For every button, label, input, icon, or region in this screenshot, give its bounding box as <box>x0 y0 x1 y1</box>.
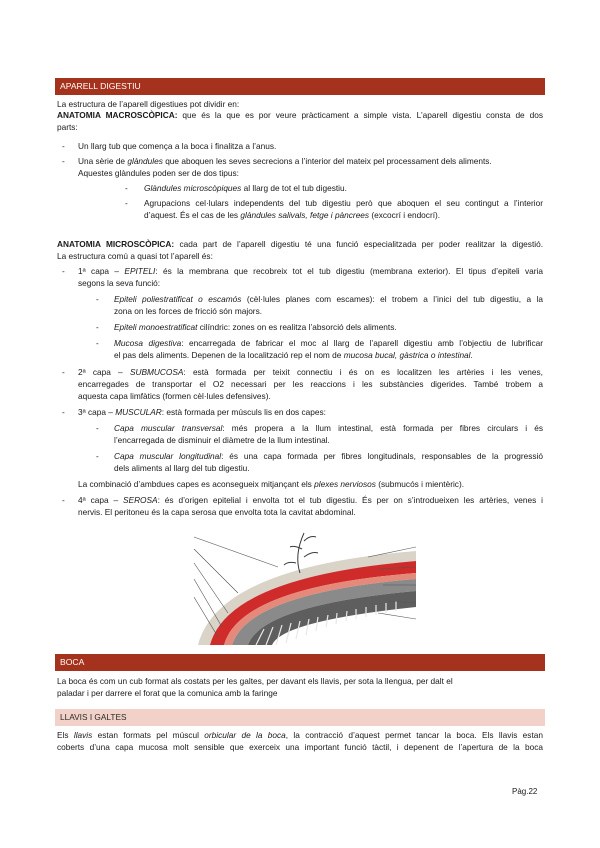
muscular-1-cont: l’encarregada de disminuir el diàmetre de la llum intestinal. <box>114 435 330 445</box>
layer-3: 3ª capa – MUSCULAR: està formada per músculs lis en dos capes: <box>78 407 326 417</box>
muscular-2: Capa muscular longitudinal: és una capa formada per fibres longitudinals, responsables de la progressió <box>114 451 543 461</box>
layer-4: 4ª capa – SEROSA: és d’origen epitelial i envolta tot el tub digestiu. És per on s’introdueixen les artèries, venes i <box>78 495 543 505</box>
epithelium-2: Epiteli monoestratificat cilíndric: zones on es realitza l’absorció dels aliments. <box>114 322 397 332</box>
dash-bullet: - <box>62 367 65 377</box>
page-number: Pàg.22 <box>512 787 538 796</box>
micro-text-cont: La estructura comú a quasi tot l’aparell és: <box>57 251 213 261</box>
dash-bullet: - <box>96 294 99 304</box>
macro-item-2: Una sèrie de glàndules que aboquen les seves secrecions a l’interior del mateix pel processament dels aliments. <box>78 156 492 166</box>
macro-text-cont: parts: <box>57 122 78 132</box>
section-header-aparell: APARELL DIGESTIU <box>55 78 545 95</box>
dash-bullet: - <box>96 322 99 332</box>
muscular-2-cont: dels aliments al llarg del tub digestiu. <box>114 463 250 473</box>
micro-paragraph: ANATOMIA MICROSCÒPICA: cada part de l’aparell digestiu té una funció especialitzada per poder realitzar la digestió. <box>57 239 544 249</box>
combination-text: La combinació d’ambdues capes es aconsegueix mitjançant els plexes nerviosos (submucós i mientèric). <box>78 479 465 489</box>
layer-1-cont: segons la seva funció: <box>78 278 161 288</box>
epithelium-1: Epiteli poliestratificat o escamós (cèl·lules planes com escames): el trobem a l’inici del tub digestiu, a la <box>114 294 543 304</box>
dash-bullet: - <box>125 198 128 208</box>
dash-bullet: - <box>96 338 99 348</box>
dash-bullet: - <box>125 183 128 193</box>
micro-title: ANATOMIA MICROSCÒPICA: <box>57 239 175 249</box>
epithelium-3-cont: el pas dels aliments. Depenen de la localització rep el nom de mucosa bucal, gàstrica o intestinal. <box>114 350 473 360</box>
boca-text: La boca és com un cub format als costats per les galtes, per davant els llavis, per sota la llengua, per dalt el <box>57 676 453 686</box>
layer-1: 1ª capa – EPITELI: és la membrana que recobreix tot el tub digestiu (membrana exterior). El tipus d’epiteli varia <box>78 266 543 276</box>
dash-bullet: - <box>62 407 65 417</box>
intro-text: La estructura de l’aparell digestiues pot dividir en: <box>57 99 240 109</box>
epithelium-1-cont: zona on les forces de fricció són majors. <box>114 306 263 316</box>
dash-bullet: - <box>62 141 65 151</box>
epithelium-3: Mucosa digestiva: encarregada de fabricar el moc al llarg de l’aparell digestiu amb l’objectiu de lubrificar <box>114 338 543 348</box>
layer-2-cont: encarregades de transportar el O2 necessari per les reaccions i les substàncies digerides. També trobem a <box>78 379 543 389</box>
dash-bullet: - <box>96 423 99 433</box>
macro-sub-2: Agrupacions cel·lulars independents del tub digestiu però que aboquen el seu contingut a l’interior <box>144 198 543 208</box>
muscular-1: Capa muscular transversal: més propera a la llum intestinal, està formada per fibres circulars i és <box>114 423 543 433</box>
macro-paragraph: ANATOMIA MACROSCÒPICA: que és la que es por veure pràcticament a simple vista. L’aparell digestiu consta de dos <box>57 110 543 120</box>
dash-bullet: - <box>62 495 65 505</box>
llavis-text: Els llavis estan formats pel múscul orbicular de la boca, la contracció d’aquest permet tancar la boca. Els llavis estan <box>57 730 543 740</box>
macro-sub-2-cont: d’aquest. És el cas de les glàndules salivals, fetge i pàncrees (excocrí i endocrí). <box>144 210 441 220</box>
dash-bullet: - <box>62 156 65 166</box>
dash-bullet: - <box>96 451 99 461</box>
digestive-wall-illustration <box>178 527 416 645</box>
layer-4-cont: nervis. El peritoneu és la capa serosa que envolta tota la cavitat abdominal. <box>78 507 356 517</box>
macro-item-2-cont: Aquestes glàndules poden ser de dos tipus: <box>78 168 239 178</box>
subsection-header-llavis: LLAVIS I GALTES <box>55 709 545 726</box>
section-header-boca: BOCA <box>55 654 545 671</box>
dash-bullet: - <box>62 266 65 276</box>
layer-2-cont2: aquesta capa limfàtics (formen cèl·lules defensives). <box>78 391 271 401</box>
macro-sub-1: Glàndules microscòpiques al llarg de tot el tub digestiu. <box>144 183 347 193</box>
macro-item-1: Un llarg tub que comença a la boca i finalitza a l’anus. <box>78 141 277 151</box>
llavis-text-cont: coberts d’una capa mucosa molt sensible que exerceix una important funció tàctil, i depenent de l’apertura de la boca <box>57 742 543 752</box>
boca-text-cont: paladar i per darrere el forat que la comunica amb la faringe <box>57 688 278 698</box>
layer-2: 2ª capa – SUBMUCOSA: està formada per teixit connectiu i és on es localitzen les artèries i les venes, <box>78 367 543 377</box>
macro-title: ANATOMIA MACROSCÒPICA: <box>57 110 178 120</box>
